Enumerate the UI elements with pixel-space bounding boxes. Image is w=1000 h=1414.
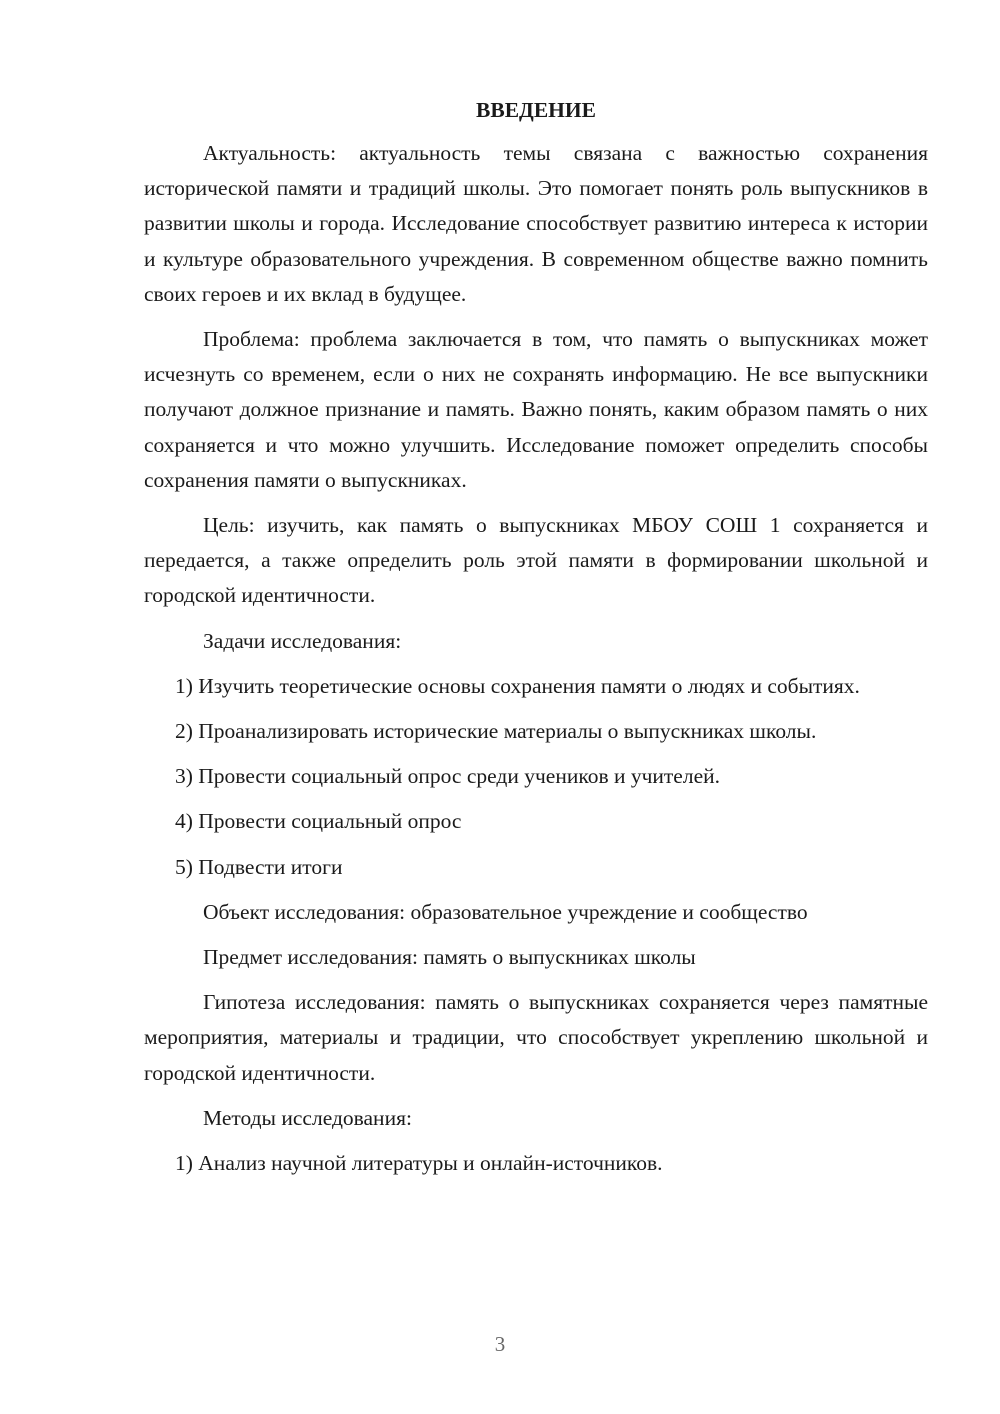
methods-heading: Методы исследования: xyxy=(203,1105,412,1130)
document-page xyxy=(144,92,928,1191)
task-item-1: 1) Изучить теоретические основы сохранения памяти о людях и событиях. xyxy=(175,673,860,698)
problem-paragraph: Проблема: проблема заключается в том, что память о выпускниках может исчезнуть со временем, если о них не сохранять информацию. Не все выпускники получают должное признание и память. Важно понять, каким образом память о них сохраняется и что можно улучшить. Исследование поможет определить способы сохранения памяти о выпускниках. xyxy=(144,327,928,492)
task-item-5: 5) Подвести итоги xyxy=(175,854,343,879)
tasks-heading: Задачи исследования: xyxy=(203,628,402,653)
subject-paragraph: Предмет исследования: память о выпускниках школы xyxy=(203,945,696,970)
hypothesis-paragraph: Гипотеза исследования: память о выпускниках сохраняется через памятные мероприятия, материалы и традиции, что способствует укреплению школьной и городской идентичности. xyxy=(144,990,928,1085)
object-paragraph: Объект исследования: образовательное учреждение и сообщество xyxy=(203,899,808,924)
goal-paragraph: Цель: изучить, как память о выпускниках МБОУ СОШ 1 сохраняется и передается, а также определить роль этой памяти в формировании школьной и городской идентичности. xyxy=(144,513,928,608)
method-item-1: 1) Анализ научной литературы и онлайн-источников. xyxy=(175,1151,663,1176)
task-item-2: 2) Проанализировать исторические материалы о выпускниках школы. xyxy=(175,719,817,744)
task-item-4: 4) Провести социальный опрос xyxy=(175,809,462,834)
page-number: 3 xyxy=(494,1332,506,1356)
task-item-3: 3) Провести социальный опрос среди учеников и учителей. xyxy=(175,764,721,789)
section-title: ВВЕДЕНИЕ xyxy=(476,98,596,122)
relevance-paragraph: Актуальность: актуальность темы связана с важностью сохранения исторической памяти и традиций школы. Это помогает понять роль выпускников в развитии школы и города. Исследование способствует развитию интереса к истории и культуре образовательного учреждения. В современном обществе важно помнить своих героев и их вклад в будущее. xyxy=(144,141,928,306)
